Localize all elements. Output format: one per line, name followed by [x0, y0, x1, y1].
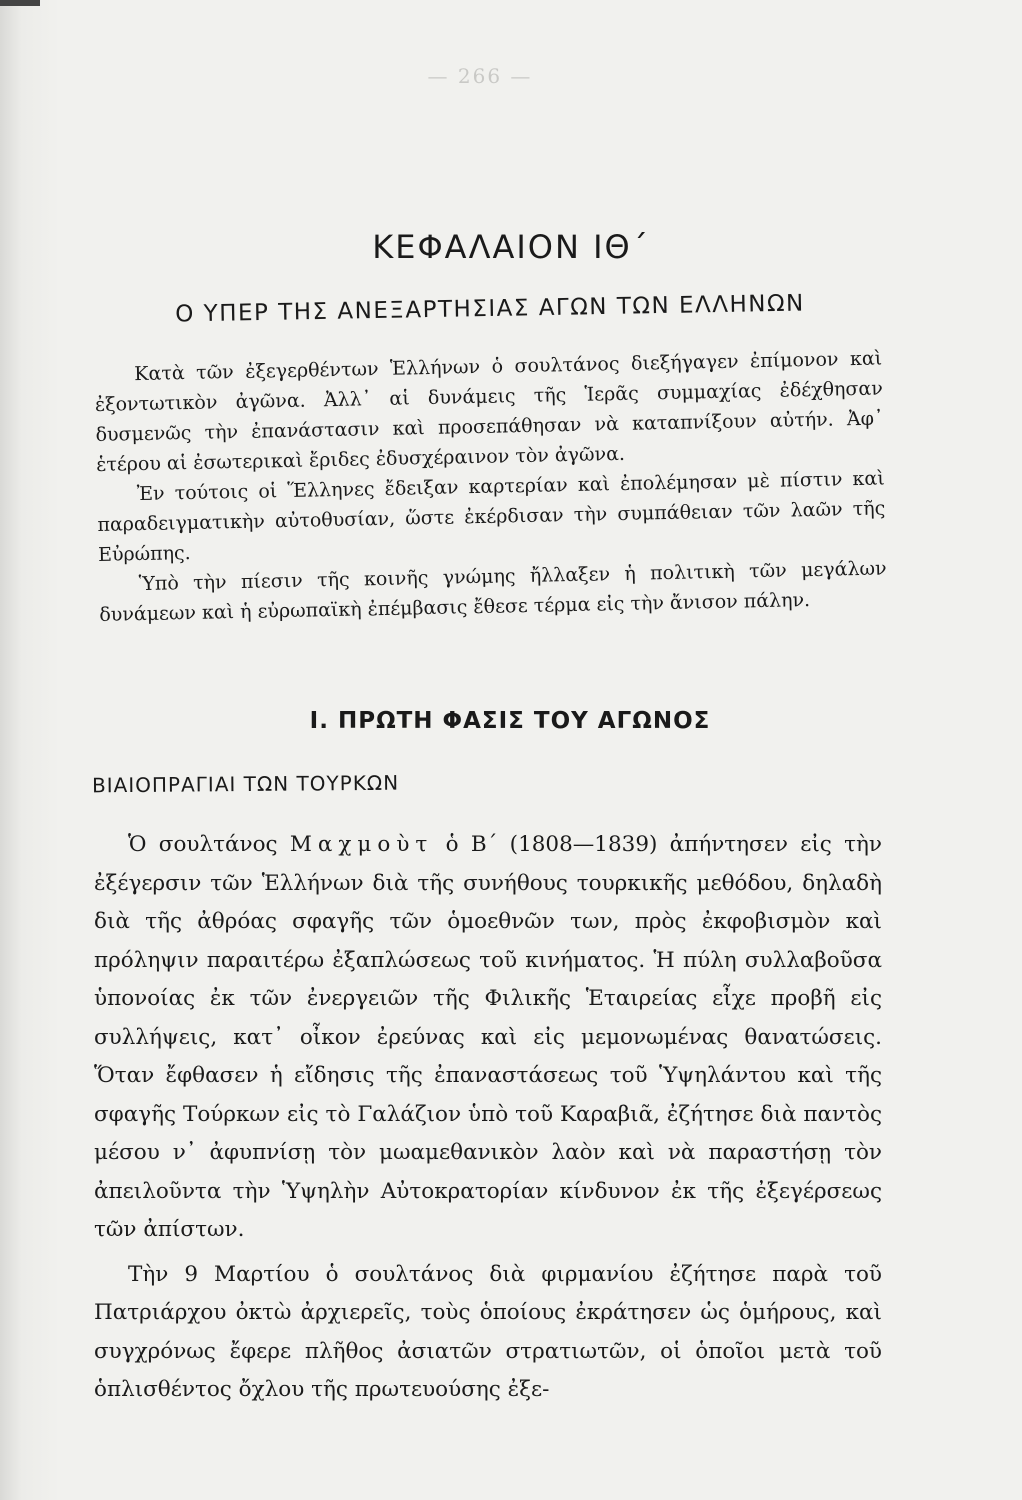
summary-paragraph: Κατὰ τῶν ἐξεγερθέντων Ἑλλήνων ὁ σουλτάνος διεξήγαγεν ἐπίμονον καὶ ἐξοντωτικὸν ἀγῶνα. Ἀλλ᾽ αἱ δυνάμεις τῆς Ἱερᾶς συμμαχίας ἐδέχθησαν δυσμενῶς τὴν ἐπανάστασιν καὶ προσεπάθησαν νὰ καταπνίξουν αὐτήν. Ἀφ᾽ ἑτέρου αἱ ἐσωτερικαὶ ἔριδες ἐδυσχέραινον τὸν ἀγῶνα.: [94, 347, 884, 476]
chapter-summary: [94, 343, 887, 629]
running-head: — 266 —: [427, 64, 533, 88]
body-paragraph-rest: ὁ Β΄ (1808—1839) ἀπήντησεν εἰς τὴν ἐξέγερσιν τῶν Ἑλλήνων διὰ τῆς συνήθους τουρκικῆς μεθόδου, δηλαδὴ διὰ τῆς ἀθρόας σφαγῆς τῶν ὁμοεθνῶν των, πρὸς ἐκφοβισμὸν καὶ πρόληψιν παραιτέρω ἐξαπλώσεως τοῦ κινήματος. Ἡ πύλη συλλαβοῦσα ὑπονοίας ἐκ τῶν ἐνεργειῶν τῆς Φιλικῆς Ἑταιρείας εἶχε προβῆ εἰς συλλήψεις, κατ᾽ οἶκον ἐρεύνας καὶ εἰς μεμονωμένας θανατώσεις. Ὅταν ἔφθασεν ἡ εἴδησις τῆς ἐπαναστάσεως τοῦ Ὑψηλάντου καὶ τῆς σφαγῆς Τούρκων εἰς τὸ Γαλάζιον ὑπὸ τοῦ Καραβιᾶ, ἐζήτησε διὰ παντὸς μέσου ν᾽ ἀφυπνίσῃ τὸν μωαμεθανικὸν λαὸν καὶ νὰ παραστήσῃ τὸν ἀπειλοῦντα τὴν Ὑψηλὴν Αὐτοκρατορίαν κίνδυνον ἐκ τῆς ἐξεγέρσεως τῶν ἀπίστων.: [94, 832, 882, 1242]
scan-edge-mark: [0, 0, 40, 6]
chapter-heading: ΚΕΦΑΛΑΙΟΝ ΙΘ΄: [372, 228, 650, 266]
chapter-title: Ο ΥΠΕΡ ΤΗΣ ΑΝΕΞΑΡΤΗΣΙΑΣ ΑΓΩΝ ΤΩΝ ΕΛΛΗΝΩΝ: [175, 290, 805, 328]
summary-paragraph: Ὑπὸ τὴν πίεσιν τῆς κοινῆς γνώμης ἤλλαξεν ἡ πολιτικὴ τῶν μεγάλων δυνάμεων καὶ ἡ εὐρωπαϊκὴ ἐπέμβασις ἔθεσε τέρμα εἰς τὴν ἄνισον πάλην.: [99, 557, 887, 626]
sultan-name: Μαχμοὺτ: [289, 832, 434, 857]
summary-paragraph: Ἐν τούτοις οἱ Ἕλληνες ἔδειξαν καρτερίαν καὶ ἐπολέμησαν μὲ πίστιν καὶ παραδειγματικὴν αὐτοθυσίαν, ὥστε ἐκέρδισαν τὴν συμπάθειαν τῶν λαῶν τῆς Εὐρώπης.: [97, 467, 886, 566]
body-text: [94, 826, 882, 1416]
body-paragraph: [94, 826, 882, 1250]
subsection-heading: ΒΙΑΙΟΠΡΑΓΙΑΙ ΤΩΝ ΤΟΥΡΚΩΝ: [91, 770, 400, 798]
body-paragraph: Τὴν 9 Μαρτίου ὁ σουλτάνος διὰ φιρμανίου ἐζήτησε παρὰ τοῦ Πατριάρχου ὀκτὼ ἀρχιερεῖς, τοὺς ὁποίους ἐκράτησεν ὡς ὁμήρους, καὶ συγχρόνως ἔφερε πλῆθος ἀσιατῶν στρατιωτῶν, οἱ ὁποῖοι μετὰ τοῦ ὁπλισθέντος ὄχλου τῆς πρωτευούσης ἐξε-: [94, 1261, 882, 1402]
section-heading: I. ΠΡΩΤΗ ΦΑΣΙΣ ΤΟΥ ΑΓΩΝΟΣ: [309, 708, 711, 734]
body-paragraph-start: Ὁ σουλτάνος: [128, 832, 278, 857]
